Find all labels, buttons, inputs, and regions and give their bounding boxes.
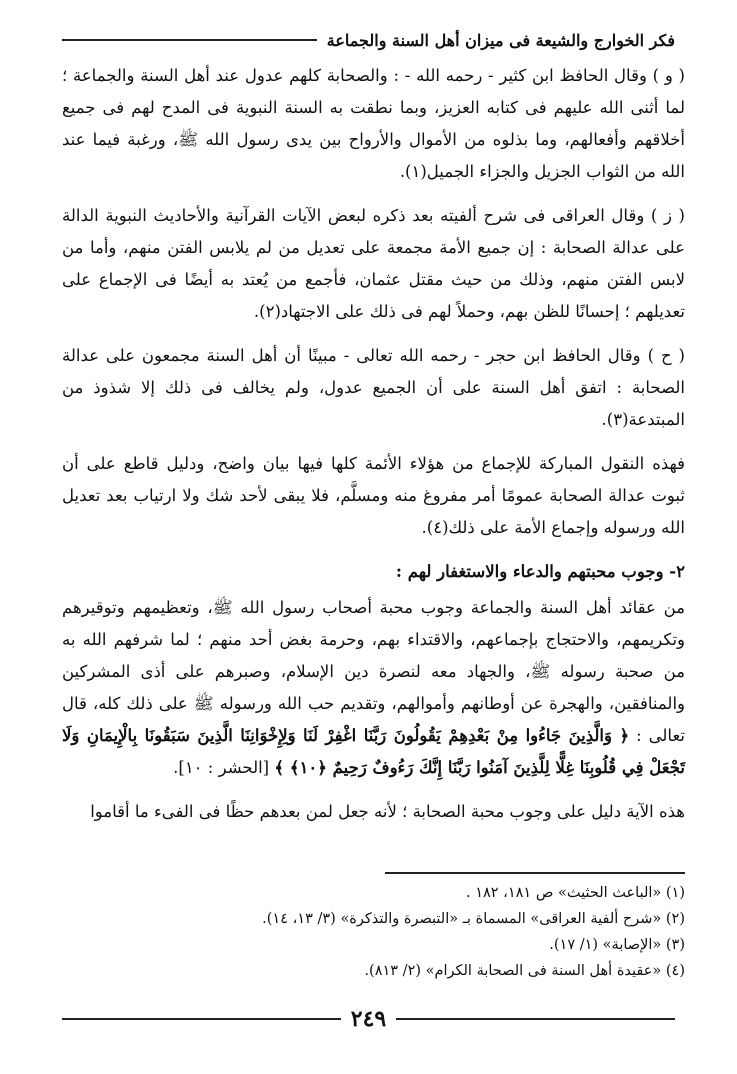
verse-reference: [الحشر : ١٠]. [173,758,270,777]
running-header-title: فكر الخوارج والشيعة فى ميزان أهل السنة والجماعة [326,30,675,50]
footnotes [62,880,685,984]
footnote-2: (٢) «شرح ألفية العراقى» المسماة بـ «التبصرة والتذكرة» (٣/ ١٣، ١٤). [262,911,685,927]
section-heading: ٢- وجوب محبتهم والدعاء والاستغفار لهم : [395,562,685,581]
footnote-1: (١) «الباعث الحثيث» ص ١٨١، ١٨٢ . [465,885,685,901]
page-footer [62,1004,675,1034]
paragraph-iraqi: ( ز ) وقال العراقى فى شرح ألفيته بعد ذكره لبعض الآيات القرآنية والأحاديث النبوية الدالة على عدالة الصحابة : إن جميع الأمة مجمعة على تعديل من لم يلابس الفتن منهم، وأما من لابس الفتن منهم، وذلك من حيث مقتل عثمان، فأجمع من يُعتد به أيضًا فى الإجماع على تعديلهم ؛ إحسانًا للظن بهم، وحملاً لهم فى ذلك على الاجتهاد(٢). [62,206,685,321]
footer-rule-right [396,1018,675,1020]
running-header [62,28,675,52]
paragraph-intro-text: من عقائد أهل السنة والجماعة وجوب محبة أصحاب رسول الله ﷺ، وتعظيمهم وتوقيرهم وتكريمهم، والاحتجاج بإجماعهم، والاقتداء بهم، وحرمة بغض أحد منهم ؛ لما شرفهم الله به من صحبة رسوله ﷺ، والجهاد معه لنصرة دين الإسلام، وصبرهم على أذى المشركين والمنافقين، والهجرة عن أوطانهم وأموالهم، وتقديم حب الله ورسوله ﷺ على ذلك كله، قال تعالى : [62,598,686,745]
paragraph-ibn-kathir: ( و ) وقال الحافظ ابن كثير - رحمه الله - : والصحابة كلهم عدول عند أهل السنة والجماعة ؛ لما أثنى الله عليهم فى كتابه العزيز، وبما نطقت به السنة النبوية فى المدح لهم فى جميع أخلاقهم وأفعالهم، وما بذلوه من الأموال والأرواح بين يدى رسول الله ﷺ، ورغبة فيما عند الله من الثواب الجزيل والجزاء الجميل(١). [62,66,685,181]
paragraph-conclusion: فهذه النقول المباركة للإجماع من هؤلاء الأئمة كلها فيها بيان واضح، ودليل قاطع على أن ثبوت عدالة الصحابة عمومًا أمر مفروغ منه ومسلَّم، فلا يبقى لأحد شك ولا ارتياب بعد تعديل الله ورسوله وإجماع الأمة على ذلك(٤). [62,454,685,537]
paragraph-ibn-hajar: ( ح ) وقال الحافظ ابن حجر - رحمه الله تعالى - مبينًا أن أهل السنة مجمعون على عدالة الصحابة : اتفق أهل السنة على أن الجميع عدول، ولم يخالف فى ذلك إلا شذوذ من المبتدعة(٣). [62,346,685,429]
paragraph-love-companions [62,592,685,784]
header-rule [62,39,317,41]
footer-rule-left [62,1018,341,1020]
footnote-4: (٤) «عقيدة أهل السنة فى الصحابة الكرام» (٢/ ٨١٣). [364,963,685,979]
footnote-3: (٣) «الإصابة» (١/ ١٧). [549,937,685,953]
quran-verse: ﴿ وَالَّذِينَ جَاءُوا مِنْ بَعْدِهِمْ يَقُولُونَ رَبَّنَا اغْفِرْ لَنَا وَلِإِخْوَانِنَا الَّذِينَ سَبَقُونَا بِالْإِيمَانِ وَلَا تَجْعَلْ فِي قُلُوبِنَا غِلًّا لِلَّذِينَ آمَنُوا رَبَّنَا إِنَّكَ رَءُوفٌ رَحِيمٌ ﴿١٠﴾ ﴾ [62,726,685,777]
main-text [62,60,685,840]
paragraph-verse-evidence: هذه الآية دليل على وجوب محبة الصحابة ؛ لأنه جعل لمن بعدهم حظًا فى الفىء ما أقاموا [90,802,685,821]
page-number: ٢٤٩ [350,1006,387,1032]
footnote-rule [385,872,685,874]
